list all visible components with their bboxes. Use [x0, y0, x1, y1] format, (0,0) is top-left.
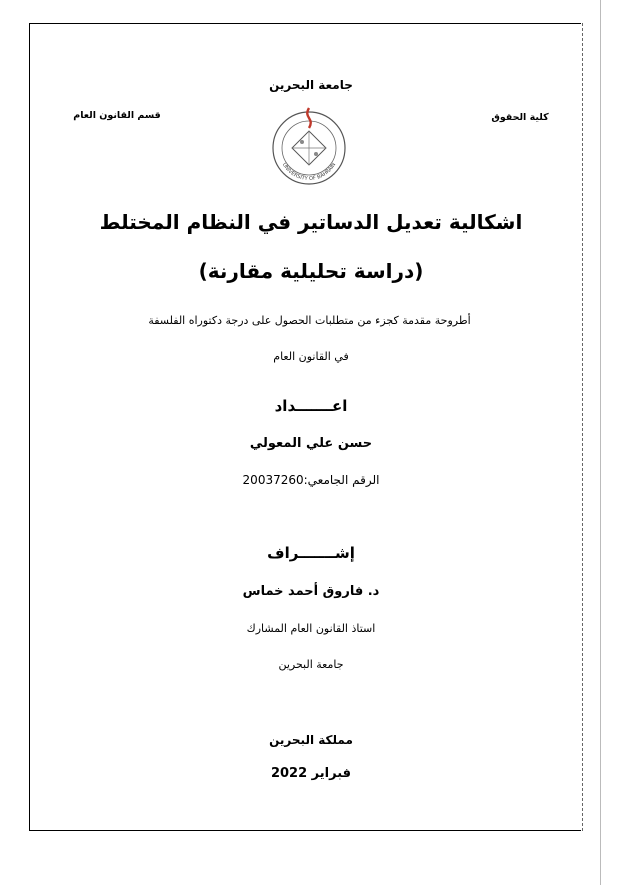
- thesis-subtitle: (دراسة تحليلية مقارنة): [198, 259, 424, 283]
- university-header: جامعة البحرين: [269, 78, 353, 92]
- country: مملكة البحرين: [269, 733, 353, 747]
- college-name: كلية الحقوق: [491, 112, 549, 123]
- thesis-description-line2: في القانون العام: [273, 350, 349, 363]
- student-id: الرقم الجامعي:20037260: [242, 473, 380, 487]
- author-name: حسن علي المعولي: [249, 436, 373, 451]
- supervision-label: إشـــــــراف: [267, 544, 355, 562]
- thesis-description-line1: أطروحة مقدمة كجزء من متطلبات الحصول على درجة دكتوراه الفلسفة: [148, 314, 471, 327]
- thesis-title: اشكالية تعديل الدساتير في النظام المختلط: [99, 210, 523, 234]
- page-frame-right-edge: [582, 23, 583, 831]
- department-name: قسم القانون العام: [73, 110, 161, 121]
- supervisor-title: استاذ القانون العام المشارك: [246, 622, 376, 635]
- university-logo: [270, 104, 348, 190]
- prepared-by-label: اعـــــــداد: [274, 397, 348, 415]
- supervisor-name: د. فاروق أحمد خماس: [242, 584, 380, 599]
- submission-date: فبراير 2022: [270, 766, 352, 781]
- logo-text: UNIVERSITY OF BAHRAIN: [280, 162, 338, 183]
- supervisor-university: جامعة البحرين: [278, 658, 344, 671]
